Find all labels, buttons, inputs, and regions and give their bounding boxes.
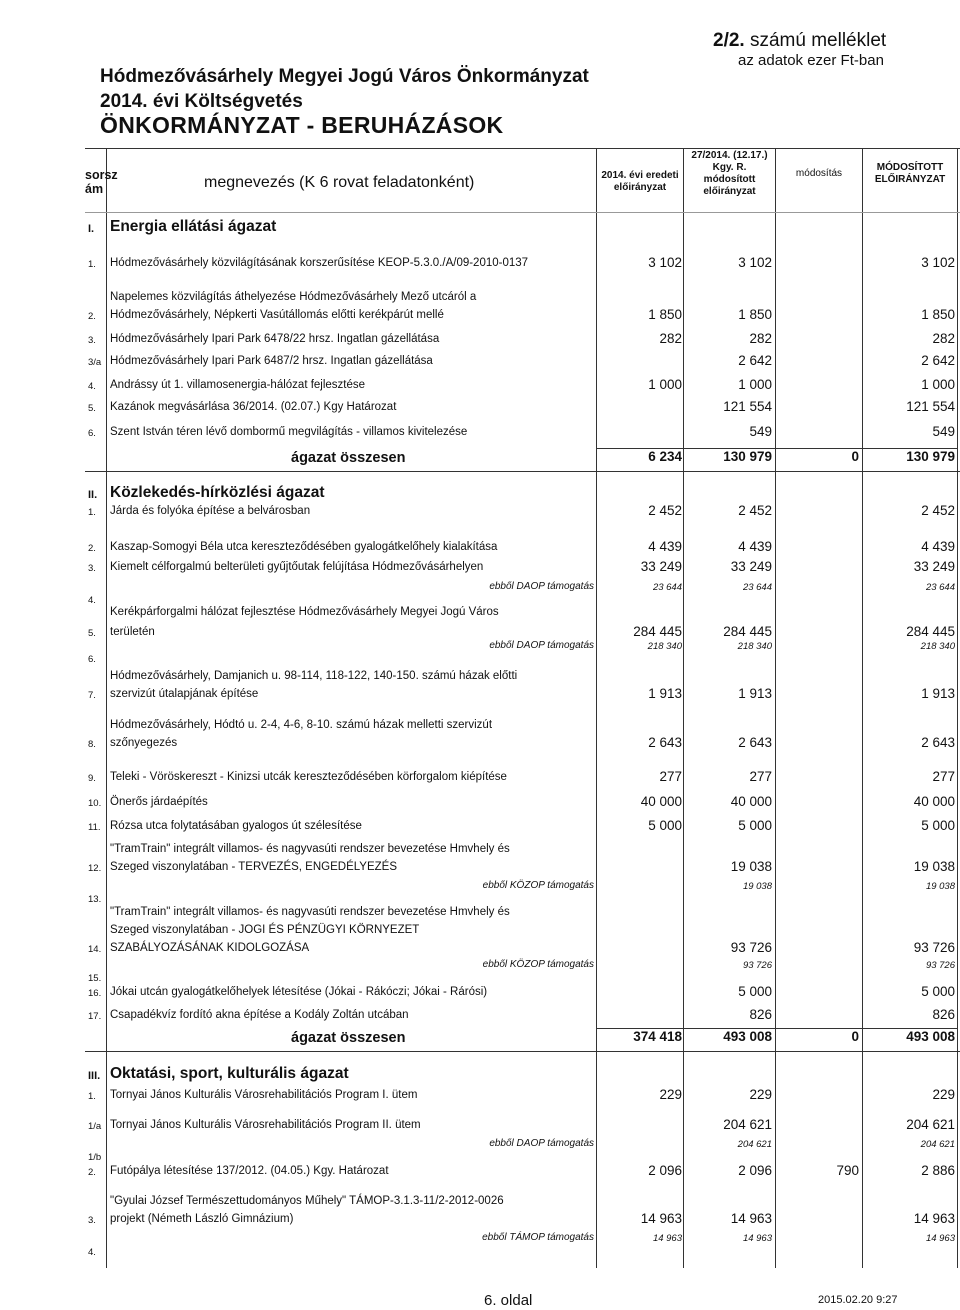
amount-d: 549 <box>932 424 955 439</box>
amount-d: 130 979 <box>906 449 955 464</box>
amount-d: 4 439 <box>921 539 955 554</box>
total-separator <box>597 448 957 449</box>
item-description: Hódmezővásárhely, Hódtó u. 2-4, 4-6, 8-10. számú házak melletti szervizút <box>110 719 493 731</box>
amount-b: 2 642 <box>738 353 772 368</box>
row-number: 10. <box>88 798 102 809</box>
item-description: "TramTrain" integrált villamos- és nagyvasúti rendszer bevezetése Hmvhely és <box>110 906 510 918</box>
amount-a: 14 963 <box>652 1233 682 1244</box>
amount-d: 493 008 <box>906 1029 955 1044</box>
section-bottom-border <box>85 471 960 472</box>
section-title: Oktatási, sport, kulturális ágazat <box>110 1065 349 1082</box>
row-number: 13. <box>88 894 102 905</box>
item-description: "TramTrain" integrált villamos- és nagyvasúti rendszer bevezetése Hmvhely és <box>110 843 510 855</box>
item-description: Rózsa utca folytatásában gyalogos út szélesítése <box>110 820 362 832</box>
item-description: Tornyai János Kulturális Városrehabilitációs Program II. ütem <box>110 1119 421 1131</box>
row-number: 4. <box>88 595 96 606</box>
subsidy-label: ebből DAOP támogatás <box>489 581 594 592</box>
amount-b: 493 008 <box>723 1029 772 1044</box>
item-description: Szent István téren lévő dombormű megvilágítás - villamos kivitelezése <box>110 426 468 438</box>
amount-a: 1 850 <box>648 307 682 322</box>
amount-d: 5 000 <box>921 818 955 833</box>
annex-number: 2/2. <box>713 30 745 51</box>
row-number: 1/b <box>88 1152 102 1163</box>
row-number: 3/a <box>88 357 102 368</box>
amount-b: 277 <box>749 769 772 784</box>
item-description: Hódmezővásárhely, Damjanich u. 98-114, 118-122, 140-150. számú házak előtti <box>110 670 518 682</box>
amount-b: 826 <box>749 1007 772 1022</box>
annex-text: számú melléklet <box>749 30 887 51</box>
item-description: Hódmezővásárhely Ipari Park 6478/22 hrsz. Ingatlan gázellátása <box>110 333 440 345</box>
amount-d: 33 249 <box>913 559 955 574</box>
budget-year: 2014. évi Költségvetés <box>100 91 303 112</box>
item-description: Teleki - Vöröskereszt - Kinizsi utcák kereszteződésében körforgalom kiépítése <box>110 771 507 783</box>
section-bottom-border <box>85 1051 960 1052</box>
amount-d: 826 <box>932 1007 955 1022</box>
amount-b: 19 038 <box>730 859 772 874</box>
amount-a: 282 <box>659 331 682 346</box>
row-number: 16. <box>88 988 102 999</box>
amount-b: 204 621 <box>723 1117 772 1132</box>
amount-a: 23 644 <box>652 582 682 593</box>
column-divider <box>957 148 958 1268</box>
amount-b: 23 644 <box>742 582 772 593</box>
subsidy-label: ebből TÁMOP támogatás <box>482 1232 594 1243</box>
amount-b: 93 726 <box>742 960 772 971</box>
amount-d: 1 850 <box>921 307 955 322</box>
row-number: 14. <box>88 944 102 955</box>
row-number: 5. <box>88 403 96 414</box>
amount-a: 277 <box>659 769 682 784</box>
amount-b: 5 000 <box>738 984 772 999</box>
amount-d: 14 963 <box>913 1211 955 1226</box>
column-header-modified-line3: módosított <box>703 174 756 185</box>
page-number: 6. oldal <box>484 1292 533 1309</box>
amount-a: 229 <box>659 1087 682 1102</box>
column-divider <box>106 148 107 1268</box>
column-header-modified-line2: Kgy. R. <box>712 162 747 173</box>
page-title: ÖNKORMÁNYZAT - BERUHÁZÁSOK <box>100 112 504 138</box>
amount-b: 2 096 <box>738 1163 772 1178</box>
subsidy-label: ebből DAOP támogatás <box>489 640 594 651</box>
column-header-modified-line1: 27/2014. (12.17.) <box>691 150 768 161</box>
column-header-original-line2: előirányzat <box>613 182 667 193</box>
row-number: III. <box>88 1070 101 1082</box>
amount-d: 204 621 <box>906 1117 955 1132</box>
row-number: 4. <box>88 381 96 392</box>
amount-a: 40 000 <box>640 794 682 809</box>
amount-b: 3 102 <box>738 255 772 270</box>
amount-d: 204 621 <box>920 1139 955 1150</box>
item-description: Jókai utcán gyalogátkelőhelyek létesítése (Jókai - Rákóczi; Jókai - Rárósi) <box>110 986 488 998</box>
organization-name: Hódmezővásárhely Megyei Jogú Város Önkormányzat <box>100 66 589 87</box>
row-number: 6. <box>88 654 96 665</box>
amount-a: 1 913 <box>648 686 682 701</box>
item-description: projekt (Németh László Gimnázium) <box>110 1213 294 1225</box>
item-description: Hódmezővásárhely Ipari Park 6487/2 hrsz. Ingatlan gázellátása <box>110 355 433 367</box>
annex-label <box>713 30 886 52</box>
unit-note: az adatok ezer Ft-ban <box>738 52 884 69</box>
table-top-border <box>85 148 960 149</box>
row-number: 12. <box>88 863 102 874</box>
row-number: 2. <box>88 1167 96 1178</box>
amount-b: 19 038 <box>742 881 772 892</box>
section-total-label: ágazat összesen <box>291 1030 406 1046</box>
row-number: 2. <box>88 543 96 554</box>
row-number: 1. <box>88 507 96 518</box>
total-separator <box>597 1028 957 1029</box>
item-description: Tornyai János Kulturális Városrehabilitációs Program I. ütem <box>110 1089 418 1101</box>
row-number: 1. <box>88 259 96 270</box>
amount-d: 1 913 <box>921 686 955 701</box>
item-description: Csapadékvíz fordító akna építése a Kodály Zoltán utcában <box>110 1009 409 1021</box>
amount-d: 1 000 <box>921 377 955 392</box>
amount-d: 121 554 <box>906 399 955 414</box>
amount-d: 3 102 <box>921 255 955 270</box>
amount-a: 2 452 <box>648 503 682 518</box>
item-description: SZABÁLYOZÁSÁNAK KIDOLGOZÁSA <box>110 942 310 954</box>
amount-b: 130 979 <box>723 449 772 464</box>
amount-d: 284 445 <box>906 624 955 639</box>
row-number: 2. <box>88 311 96 322</box>
row-number: 4. <box>88 1247 96 1258</box>
amount-a: 2 643 <box>648 735 682 750</box>
column-header-original <box>597 170 683 194</box>
item-description: területén <box>110 626 155 638</box>
column-header-original-line1: 2014. évi eredeti <box>601 170 679 181</box>
column-header-final-line1: MÓDOSÍTOTT <box>876 162 944 173</box>
subsidy-label: ebből DAOP támogatás <box>489 1138 594 1149</box>
item-description: Hódmezővásárhely közvilágításának korszerűsítése KEOP-5.3.0./A/09-2010-0137 <box>110 257 529 269</box>
amount-d: 19 038 <box>925 881 955 892</box>
column-header-final <box>863 162 957 186</box>
amount-a: 2 096 <box>648 1163 682 1178</box>
amount-b: 14 963 <box>730 1211 772 1226</box>
amount-d: 14 963 <box>925 1233 955 1244</box>
amount-d: 23 644 <box>925 582 955 593</box>
row-number: 9. <box>88 773 96 784</box>
amount-a: 218 340 <box>647 641 682 652</box>
amount-b: 1 850 <box>738 307 772 322</box>
amount-a: 6 234 <box>648 449 682 464</box>
item-description: Kazánok megvásárlása 36/2014. (02.07.) Kgy Határozat <box>110 401 397 413</box>
print-timestamp: 2015.02.20 9:27 <box>818 1294 898 1306</box>
subsidy-label: ebből KÖZOP támogatás <box>482 880 594 891</box>
section-title: Energia ellátási ágazat <box>110 218 277 235</box>
row-number: 1/a <box>88 1121 102 1132</box>
amount-d: 218 340 <box>920 641 955 652</box>
item-description: Hódmezővásárhely, Népkerti Vasútállomás előtti kerékpárút mellé <box>110 309 444 321</box>
row-number: 3. <box>88 563 96 574</box>
item-description: szervizút útalapjának építése <box>110 688 259 700</box>
amount-b: 14 963 <box>742 1233 772 1244</box>
item-description: "Gyulai József Természettudományos Műhely" TÁMOP-3.1.3-11/2-2012-0026 <box>110 1195 504 1207</box>
row-number: II. <box>88 489 98 501</box>
item-description: Szeged viszonylatában - JOGI ÉS PÉNZÜGYI KÖRNYEZET <box>110 924 420 936</box>
amount-b: 549 <box>749 424 772 439</box>
amount-a: 33 249 <box>640 559 682 574</box>
amount-d: 93 726 <box>925 960 955 971</box>
amount-a: 284 445 <box>633 624 682 639</box>
row-number: 7. <box>88 690 96 701</box>
amount-b: 218 340 <box>737 641 772 652</box>
amount-d: 282 <box>932 331 955 346</box>
row-number: 11. <box>88 822 101 833</box>
amount-b: 204 621 <box>737 1139 772 1150</box>
amount-b: 40 000 <box>730 794 772 809</box>
column-header-sorszam <box>85 168 118 196</box>
amount-a: 374 418 <box>633 1029 682 1044</box>
column-header-final-line2: ELŐIRÁNYZAT <box>874 174 946 185</box>
amount-c: 0 <box>851 1029 859 1044</box>
amount-d: 93 726 <box>913 940 955 955</box>
amount-b: 4 439 <box>738 539 772 554</box>
row-number: 1. <box>88 1091 96 1102</box>
amount-a: 1 000 <box>648 377 682 392</box>
column-header-megnevezes: megnevezés (K 6 rovat feladatonként) <box>204 174 475 191</box>
row-number: 6. <box>88 428 96 439</box>
item-description: Szeged viszonylatában - TERVEZÉS, ENGEDÉLYEZÉS <box>110 861 397 873</box>
amount-d: 40 000 <box>913 794 955 809</box>
amount-b: 284 445 <box>723 624 772 639</box>
amount-d: 277 <box>932 769 955 784</box>
item-description: Járda és folyóka építése a belvárosban <box>110 505 311 517</box>
section-total-label: ágazat összesen <box>291 450 406 466</box>
amount-b: 5 000 <box>738 818 772 833</box>
item-description: szőnyegezés <box>110 737 178 749</box>
amount-d: 229 <box>932 1087 955 1102</box>
column-divider <box>775 148 776 1268</box>
amount-d: 2 886 <box>921 1163 955 1178</box>
subsidy-label: ebből KÖZOP támogatás <box>482 959 594 970</box>
amount-d: 19 038 <box>913 859 955 874</box>
amount-b: 282 <box>749 331 772 346</box>
amount-b: 2 452 <box>738 503 772 518</box>
amount-b: 229 <box>749 1087 772 1102</box>
row-number: 8. <box>88 739 96 750</box>
amount-d: 2 642 <box>921 353 955 368</box>
amount-b: 1 913 <box>738 686 772 701</box>
item-description: Kerékpárforgalmi hálózat fejlesztése Hódmezővásárhely Megyei Jogú Város <box>110 606 499 618</box>
amount-b: 93 726 <box>730 940 772 955</box>
item-description: Futópálya létesítése 137/2012. (04.05.) Kgy. Határozat <box>110 1165 389 1177</box>
item-description: Andrássy út 1. villamosenergia-hálózat fejlesztése <box>110 379 366 391</box>
column-header-sorszam-line1: sorsz <box>85 168 118 182</box>
item-description: Kaszap-Somogyi Béla utca kereszteződésében gyalogátkelőhely kialakítása <box>110 541 498 553</box>
row-number: 3. <box>88 1215 96 1226</box>
section-title: Közlekedés-hírközlési ágazat <box>110 484 325 501</box>
amount-d: 2 452 <box>921 503 955 518</box>
amount-a: 3 102 <box>648 255 682 270</box>
header-bottom-border <box>85 212 960 213</box>
amount-c: 790 <box>836 1163 859 1178</box>
item-description: Kiemelt célforgalmú belterületi gyűjtőutak felújítása Hódmezővásárhelyen <box>110 561 484 573</box>
column-header-modified <box>684 150 775 198</box>
column-divider <box>862 148 863 1268</box>
amount-b: 1 000 <box>738 377 772 392</box>
amount-b: 33 249 <box>730 559 772 574</box>
amount-a: 4 439 <box>648 539 682 554</box>
row-number: 3. <box>88 335 96 346</box>
item-description: Napelemes közvilágítás áthelyezése Hódmezővásárhely Mező utcáról a <box>110 291 477 303</box>
amount-b: 2 643 <box>738 735 772 750</box>
row-number: I. <box>88 223 95 235</box>
row-number: 5. <box>88 628 96 639</box>
amount-a: 5 000 <box>648 818 682 833</box>
amount-a: 14 963 <box>640 1211 682 1226</box>
amount-d: 2 643 <box>921 735 955 750</box>
row-number: 17. <box>88 1011 102 1022</box>
amount-d: 5 000 <box>921 984 955 999</box>
amount-c: 0 <box>851 449 859 464</box>
column-header-modified-line4: előirányzat <box>703 186 756 197</box>
row-number: 15. <box>88 973 102 984</box>
amount-b: 121 554 <box>723 399 772 414</box>
item-description: Önerős járdaépítés <box>110 796 208 808</box>
column-header-change: módosítás <box>795 168 843 179</box>
column-header-sorszam-line2: ám <box>85 182 104 196</box>
